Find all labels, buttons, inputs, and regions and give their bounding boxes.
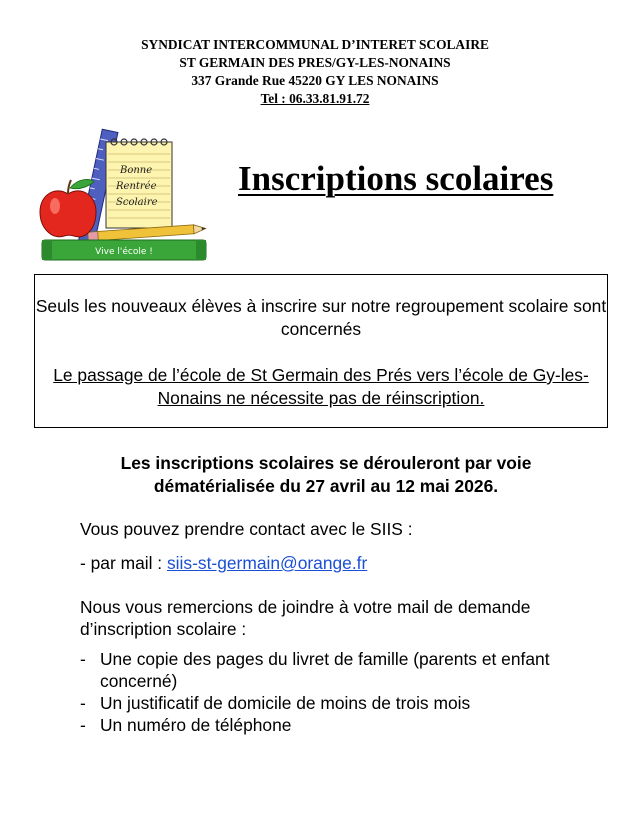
letterhead-line-1: SYNDICAT INTERCOMMUNAL D’INTERET SCOLAIRE <box>141 37 489 52</box>
list-item-text: Un numéro de téléphone <box>100 715 292 735</box>
mail-prefix: - par mail : <box>80 553 167 573</box>
contact-mail-line <box>80 552 367 574</box>
notice-paragraph-2: Le passage de l’école de St Germain des Prés vers l’école de Gy-les-Nonains ne nécessite pas de réinscription. <box>53 365 589 408</box>
letterhead-line-2: ST GERMAIN DES PRES/GY-LES-NONAINS <box>179 55 451 70</box>
back-to-school-clipart-icon <box>38 128 210 262</box>
letterhead <box>130 36 500 108</box>
book-label: Vive l'école ! <box>95 247 153 257</box>
requirements-list <box>80 648 580 736</box>
notice-box <box>34 274 608 428</box>
letterhead-address: 337 Grande Rue 45220 GY LES NONAINS <box>191 73 439 88</box>
list-item: - Une copie des pages du livret de famille (parents et enfant concerné) <box>80 649 550 691</box>
notepad-line-2: Rentrée <box>116 181 157 192</box>
notepad-line-3: Scolaire <box>116 197 158 208</box>
contact-intro: Vous pouvez prendre contact avec le SIIS : <box>80 519 413 539</box>
notice-paragraph-1: Seuls les nouveaux élèves à inscrire sur notre regroupement scolaire sont concernés <box>35 296 607 339</box>
list-item-text: Une copie des pages du livret de famille (parents et enfant concerné) <box>100 649 550 691</box>
list-item-text: Un justificatif de domicile de moins de trois mois <box>100 693 471 713</box>
registration-dates: Les inscriptions scolaires se dérouleront par voie dématérialisée du 27 avril au 12 mai 2026. <box>120 453 532 496</box>
email-link[interactable]: siis-st-germain@orange.fr <box>166 553 368 573</box>
list-item: - Un justificatif de domicile de moins de trois mois <box>80 693 471 713</box>
letterhead-phone: Tel : 06.33.81.91.72 <box>260 91 370 106</box>
list-item: - Un numéro de téléphone <box>80 715 292 735</box>
notepad-line-1: Bonne <box>120 165 153 176</box>
page-title: Inscriptions scolaires <box>238 159 554 198</box>
requirements-intro: Nous vous remercions de joindre à votre mail de demande d’inscription scolaire : <box>80 597 531 639</box>
